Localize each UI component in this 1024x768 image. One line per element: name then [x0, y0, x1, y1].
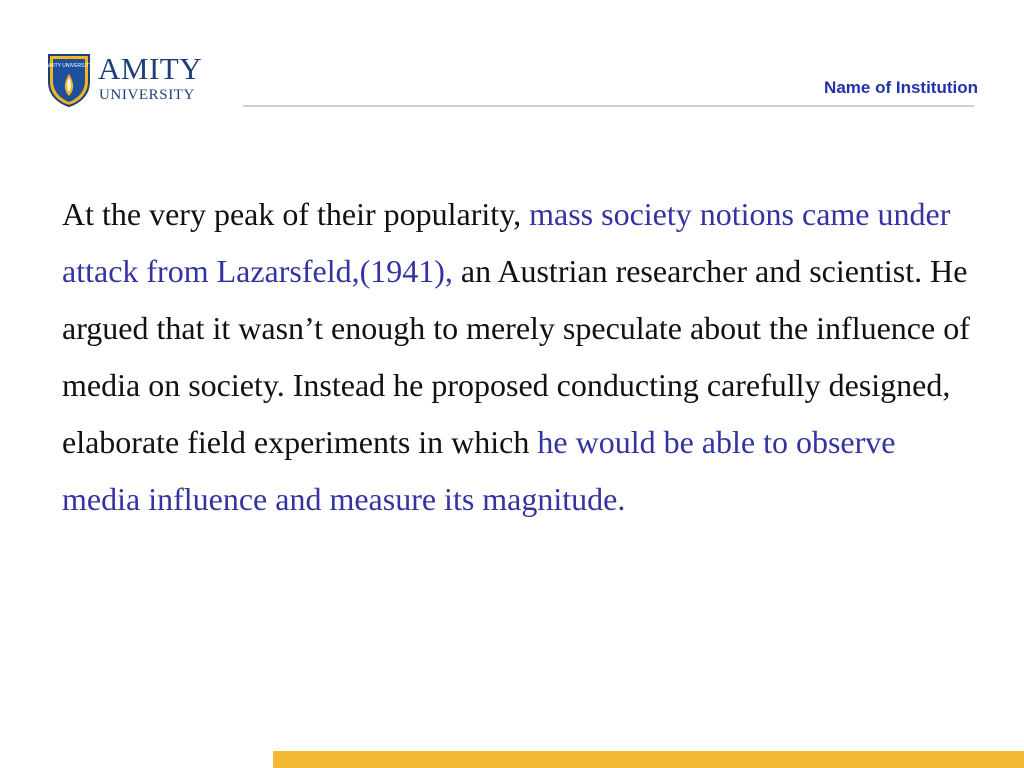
logo-wordmark-top: AMITY — [98, 51, 203, 86]
logo-wordmark-bottom: UNIVERSITY — [99, 87, 195, 103]
text-segment: At the very peak of their popularity, — [62, 196, 530, 232]
shield-logo-icon — [46, 52, 92, 108]
logo-badge-text: AMITY UNIVERSITY — [46, 63, 92, 69]
body-paragraph — [62, 186, 972, 528]
highlighted-text-segment: he would be able to observe media influence and measure its magnitude. — [62, 424, 896, 517]
header-divider — [243, 105, 974, 107]
text-segment: an Austrian researcher and scientist. He argued that it wasn’t enough to merely speculate about the influence of media on society. Instead he proposed conducting carefully designed, elaborate field experiments in which — [62, 253, 970, 460]
footer-accent-bar — [273, 751, 1024, 768]
amity-logo — [46, 52, 226, 110]
highlighted-text-segment: mass society notions came under attack from Lazarsfeld,(1941), — [62, 196, 951, 289]
institution-name: Name of Institution — [824, 78, 978, 97]
